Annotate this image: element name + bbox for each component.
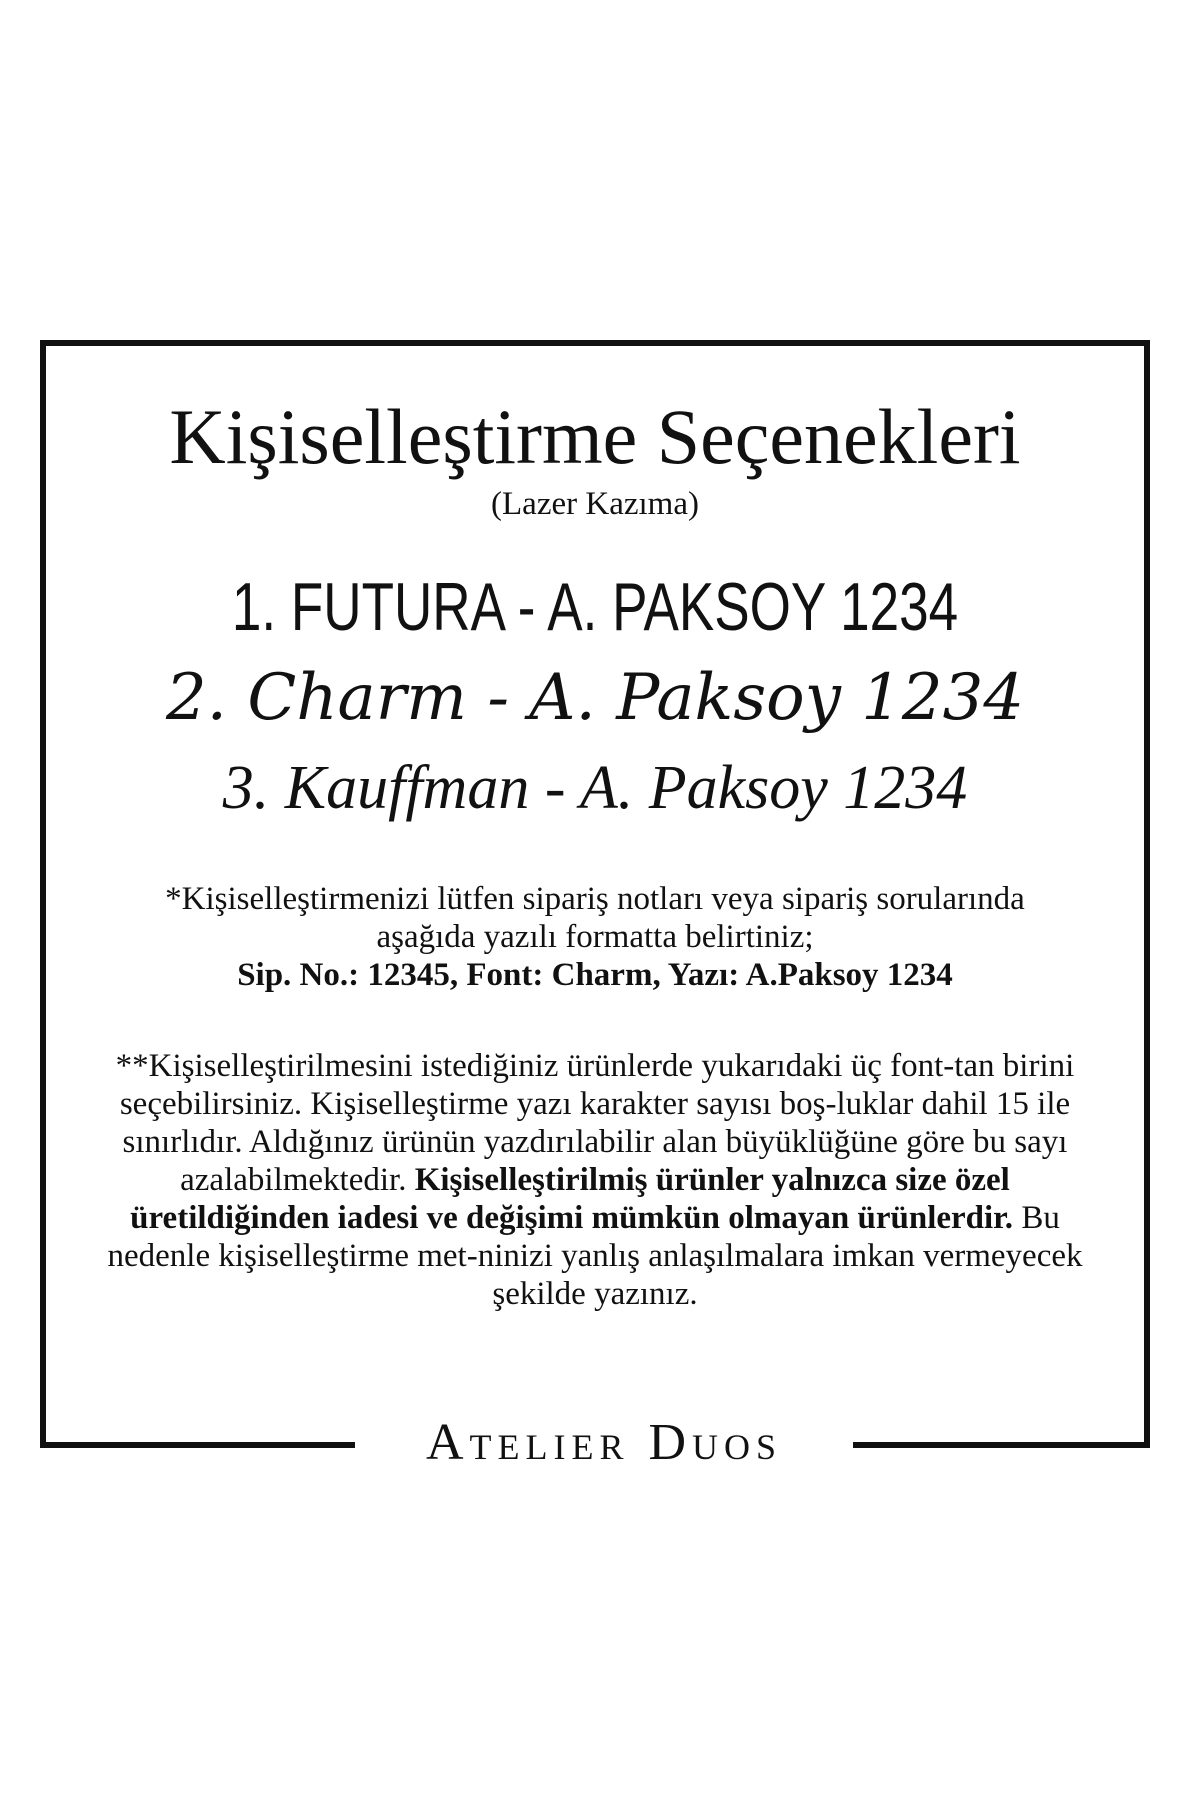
page-subtitle: (Lazer Kazıma) xyxy=(491,486,699,522)
font-option-futura: 1. FUTURA - A. PAKSOY 1234 xyxy=(231,569,959,645)
font-option-charm: 2. Charm - A. Paksoy 1234 xyxy=(165,661,1025,735)
page-title: Kişiselleştirme Seçenekleri xyxy=(169,393,1021,480)
font-option-kauffman: 3. Kauffman - A. Paksoy 1234 xyxy=(222,754,968,822)
brand-initial-a: A xyxy=(425,1414,470,1471)
personalization-terms xyxy=(88,1047,1102,1313)
frame-bottom-line-right xyxy=(853,1442,1150,1448)
terms-intro: **Kişiselleştirilmesini istediğiniz ürünlerde yukarıdaki üç font-tan birini seçebilirsiniz. Kişiselleştirme yazı karakter sayısı boş-luklar dahil 15 ile sınırlıdır. Aldığınız ürünün yazdırılabilir alan büyüklüğüne göre bu sayı azalabilmektedir. xyxy=(115,1048,1075,1198)
order-note-line2: aşağıda yazılı formatta belirtiniz; xyxy=(376,919,814,955)
brand-word-rest-1: telier xyxy=(469,1414,630,1471)
frame-bottom-line-left xyxy=(40,1442,355,1448)
terms-no-return: Kişiselleştirilmiş ürünler yalnızca size özel üretildiğinden iadesi ve değişimi mümkün olmayan ürünlerdir. xyxy=(130,1162,1014,1236)
order-note xyxy=(46,880,1144,994)
brand-logo xyxy=(355,1408,853,1478)
order-note-line1: *Kişiselleştirmenizi lütfen sipariş notları veya sipariş sorularında xyxy=(165,881,1025,917)
brand-word-rest-2: uos xyxy=(692,1414,783,1471)
order-note-example: Sip. No.: 12345, Font: Charm, Yazı: A.Paksoy 1234 xyxy=(237,957,953,993)
brand-initial-d: D xyxy=(648,1414,693,1471)
terms-closing: Bu nedenle kişiselleştirme met-ninizi yanlış anlaşılmalara imkan vermeyecek şekilde yazınız. xyxy=(107,1200,1083,1312)
